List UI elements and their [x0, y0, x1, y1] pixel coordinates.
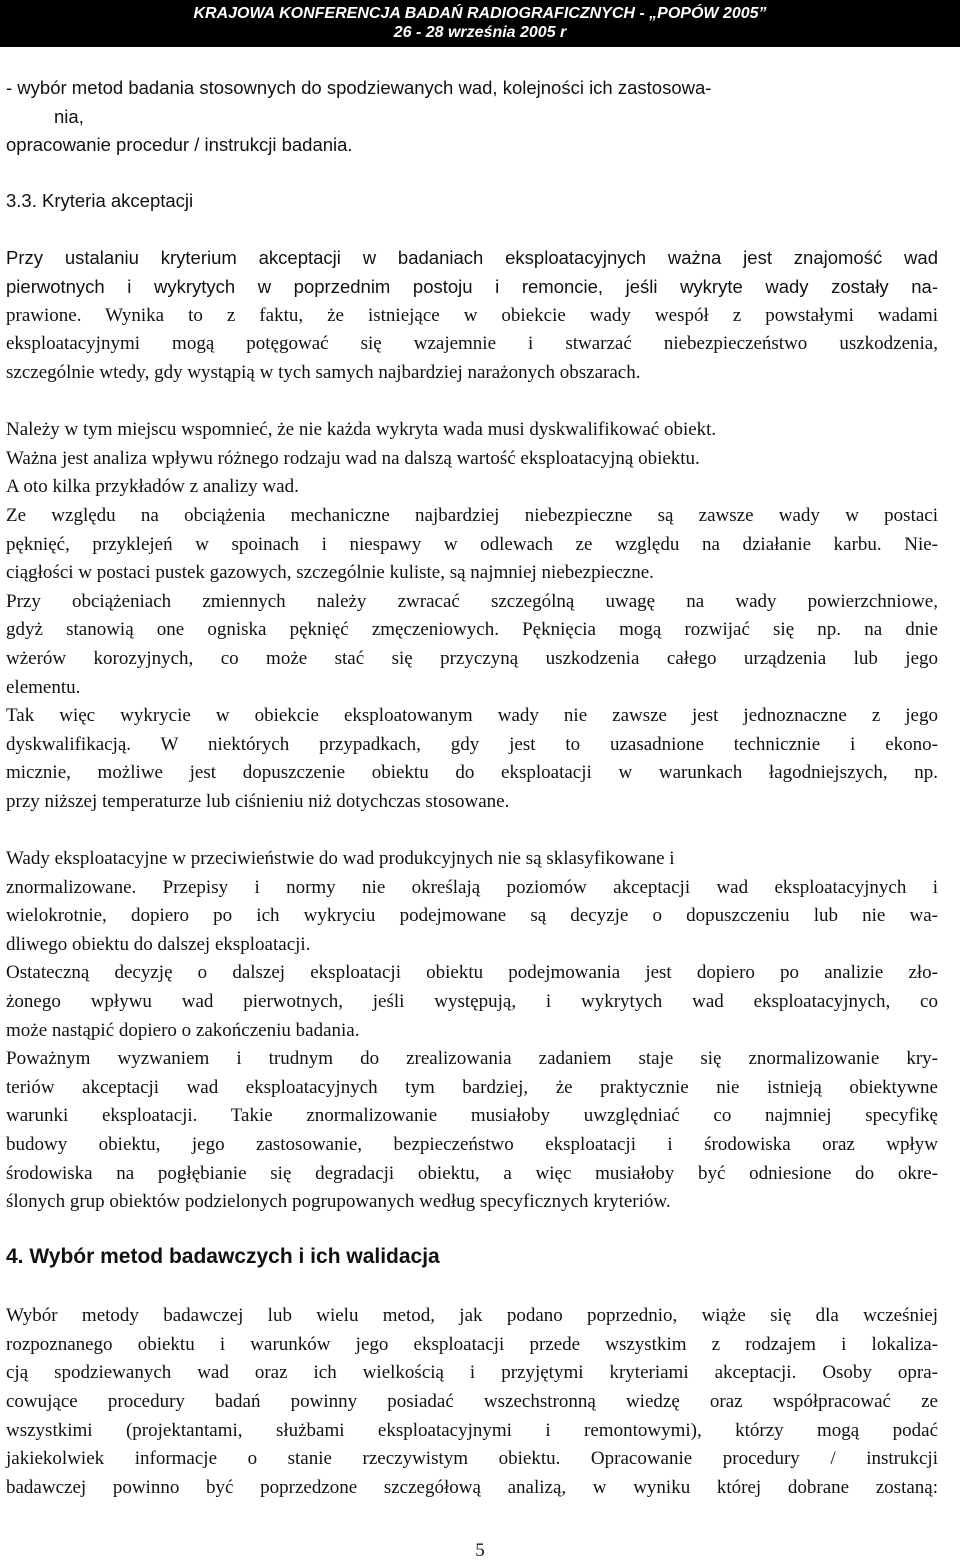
text-line: teriów akceptacji wad eksploatacyjnych tym bardziej, że praktycznie nie istnieją obiektywne [6, 1077, 938, 1098]
text-line: opracowanie procedur / instrukcji badania. [6, 134, 353, 155]
text-line: wżerów korozyjnych, co może stać się przyczyną uszkodzenia całego urządzenia lub jego [6, 648, 938, 669]
text-line: cją spodziewanych wad oraz ich wielkością i przyjętymi kryteriami akceptacji. Osoby opra- [6, 1362, 938, 1383]
conference-header [0, 0, 960, 47]
text-line: przy niższej temperaturze lub ciśnieniu niż dotychczas stosowane. [6, 791, 510, 812]
text-line: Należy w tym miejscu wspomnieć, że nie każda wykryta wada musi dyskwalifikować obiekt. [6, 419, 717, 440]
text-line: Ważna jest analiza wpływu różnego rodzaju wad na dalszą wartość eksploatacyjną obiektu. [6, 448, 700, 469]
text-line: warunki eksploatacji. Takie znormalizowanie musiałoby uwzględniać co najmniej specyfikę [6, 1105, 938, 1126]
text-line: eksploatacyjnymi mogą potęgować się wzajemnie i stwarzać niebezpieczeństwo uszkodzenia, [6, 333, 938, 354]
text-line: budowy obiektu, jego zastosowanie, bezpieczeństwo eksploatacji i środowiska oraz wpływ [6, 1134, 938, 1155]
text-line: prawione. Wynika to z faktu, że istniejące w obiekcie wady wespół z powstałymi wadami [6, 305, 938, 326]
text-line: cowujące procedury badań powinny posiadać wszechstronną wiedzę oraz współpracować ze [6, 1391, 938, 1412]
text-line: ciągłości w postaci pustek gazowych, szczególnie kuliste, są najmniej niebezpieczne. [6, 562, 654, 583]
text-line: może nastąpić dopiero o zakończeniu badania. [6, 1020, 360, 1041]
text-line: nia, [54, 106, 84, 127]
text-line: pierwotnych i wykrytych w poprzednim postoju i remoncie, jeśli wykryte wady zostały na- [6, 276, 938, 297]
text-line: pęknięć, przyklejeń w spoinach i niespawy w odlewach ze względu na działanie karbu. Nie- [6, 534, 938, 555]
text-line: wielokrotnie, dopiero po ich wykryciu podejmowane są decyzje o dopuszczeniu lub nie wa- [6, 905, 938, 926]
conference-date: 26 - 28 września 2005 r [393, 24, 567, 41]
text-line: micznie, możliwe jest dopuszczenie obiektu do eksploatacji w warunkach łagodniejszych, np. [6, 762, 938, 783]
text-line: Przy obciążeniach zmiennych należy zwracać szczególną uwagę na wady powierzchniowe, [6, 591, 938, 612]
text-line: Ostateczną decyzję o dalszej eksploatacji obiektu podejmowania jest dopiero po analizie zło- [6, 962, 938, 983]
conference-title: KRAJOWA KONFERENCJA BADAŃ RADIOGRAFICZNYCH - „POPÓW 2005” [193, 5, 767, 22]
text-line: badawczej powinno być poprzedzone szczegółową analizą, w wyniku której dobrane zostaną: [6, 1477, 938, 1498]
text-line: gdyż stanowią one ogniska pęknięć zmęczeniowych. Pęknięcia mogą rozwijać się np. na dnie [6, 619, 938, 640]
text-line: środowiska na pogłębianie się degradacji obiektu, a więc musiałoby być odniesione do okre- [6, 1163, 938, 1184]
text-line: Ze względu na obciążenia mechaniczne najbardziej niebezpieczne są zawsze wady w postaci [6, 505, 938, 526]
text-line: - wybór metod badania stosownych do spodziewanych wad, kolejności ich zastosowa- [6, 77, 712, 98]
text-line: Przy ustalaniu kryterium akceptacji w badaniach eksploatacyjnych ważna jest znajomość wad [6, 247, 938, 268]
text-line: dyskwalifikacją. W niektórych przypadkach, gdy jest to uzasadnione technicznie i ekono- [6, 734, 938, 755]
section-heading: 3.3. Kryteria akceptacji [6, 190, 194, 211]
text-line: szczególnie wtedy, gdy wystąpią w tych samych najbardziej narażonych obszarach. [6, 362, 641, 383]
section-heading: 4. Wybór metod badawczych i ich walidacja [6, 1245, 440, 1268]
text-line: Poważnym wyzwaniem i trudnym do zrealizowania zadaniem staje się znormalizowanie kry- [6, 1048, 938, 1069]
text-line: Wybór metody badawczej lub wielu metod, jak podano poprzednio, wiąże się dla wcześniej [6, 1305, 938, 1326]
text-line: ślonych grup obiektów podzielonych pogrupowanych według specyficznych kryteriów. [6, 1191, 671, 1212]
text-line: elementu. [6, 677, 81, 698]
text-line: rozpoznanego obiektu i warunków jego eksploatacji przede wszystkim z rodzajem i lokaliza- [6, 1334, 938, 1355]
text-line: dliwego obiektu do dalszej eksploatacji. [6, 934, 311, 955]
text-line: Tak więc wykrycie w obiekcie eksploatowanym wady nie zawsze jest jednoznaczne z jego [6, 705, 938, 726]
page-number: 5 [475, 1540, 485, 1561]
text-line: znormalizowane. Przepisy i normy nie określają poziomów akceptacji wad eksploatacyjnych i [6, 877, 938, 898]
text-line: A oto kilka przykładów z analizy wad. [6, 476, 299, 497]
text-line: wszystkimi (projektantami, służbami eksploatacyjnymi i remontowymi), którzy mogą podać [6, 1420, 938, 1441]
text-line: żonego wpływu wad pierwotnych, jeśli występują, i wykrytych wad eksploatacyjnych, co [6, 991, 938, 1012]
text-line: jakiekolwiek informacje o stanie rzeczywistym obiektu. Opracowanie procedury / instrukcji [6, 1448, 938, 1469]
text-line: Wady eksploatacyjne w przeciwieństwie do wad produkcyjnych nie są sklasyfikowane i [6, 848, 675, 869]
